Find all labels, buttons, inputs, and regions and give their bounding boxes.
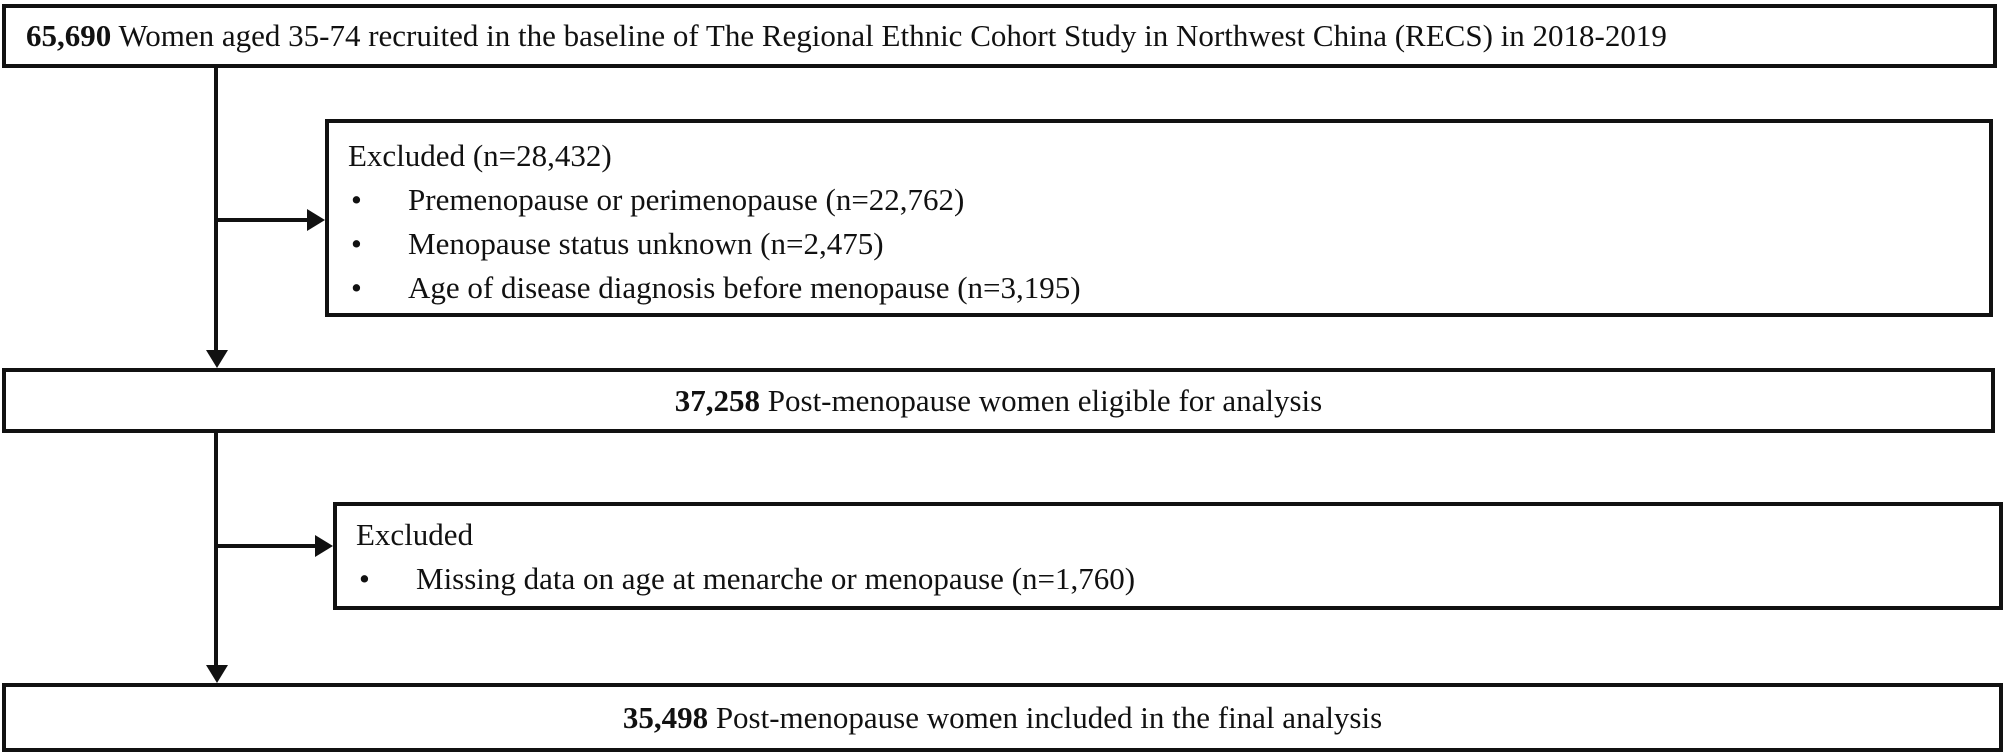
exclusion-1-item-text: Menopause status unknown (n=2,475) [408, 226, 884, 261]
eligible-box [2, 368, 1995, 433]
bullet-icon: • [351, 226, 362, 261]
exclusion-1-item-text: Age of disease diagnosis before menopause (n=3,195) [408, 270, 1081, 305]
final-count: 35,498 [622, 700, 709, 735]
right-arrowhead-icon-1 [307, 209, 325, 231]
baseline-count: 65,690 [26, 18, 112, 53]
final-text: Post-menopause women included in the final analysis [715, 700, 1383, 735]
exclusion-1-item [329, 222, 1989, 266]
exclusion-box-1 [325, 119, 1993, 317]
bullet-icon: • [359, 561, 370, 596]
arrow-line-branch-1 [214, 218, 309, 222]
eligible-count: 37,258 [674, 383, 761, 418]
exclusion-1-item-text: Premenopause or perimenopause (n=22,762) [408, 182, 965, 217]
exclusion-2-item [337, 557, 1999, 601]
final-analysis-box [2, 683, 2003, 752]
exclusion-2-title: Excluded [356, 517, 474, 552]
arrow-line-branch-2 [214, 544, 317, 548]
baseline-text: Women aged 35-74 recruited in the baseline of The Regional Ethnic Cohort Study in Northwest China (RECS) in 2018-2019 [118, 18, 1667, 53]
exclusion-1-title: Excluded (n=28,432) [348, 138, 612, 173]
arrow-line-vertical-1 [214, 66, 218, 352]
down-arrowhead-icon-1 [206, 350, 228, 368]
exclusion-1-item [329, 266, 1989, 310]
exclusion-2-item-text: Missing data on age at menarche or menopause (n=1,760) [416, 561, 1136, 596]
exclusion-1-item [329, 178, 1989, 222]
baseline-cohort-box [2, 4, 1997, 68]
bullet-icon: • [351, 270, 362, 305]
arrow-line-vertical-2 [214, 431, 218, 667]
exclusion-box-2 [333, 502, 2003, 610]
bullet-icon: • [351, 182, 362, 217]
eligible-text: Post-menopause women eligible for analysis [767, 383, 1323, 418]
down-arrowhead-icon-2 [206, 665, 228, 683]
right-arrowhead-icon-2 [315, 535, 333, 557]
